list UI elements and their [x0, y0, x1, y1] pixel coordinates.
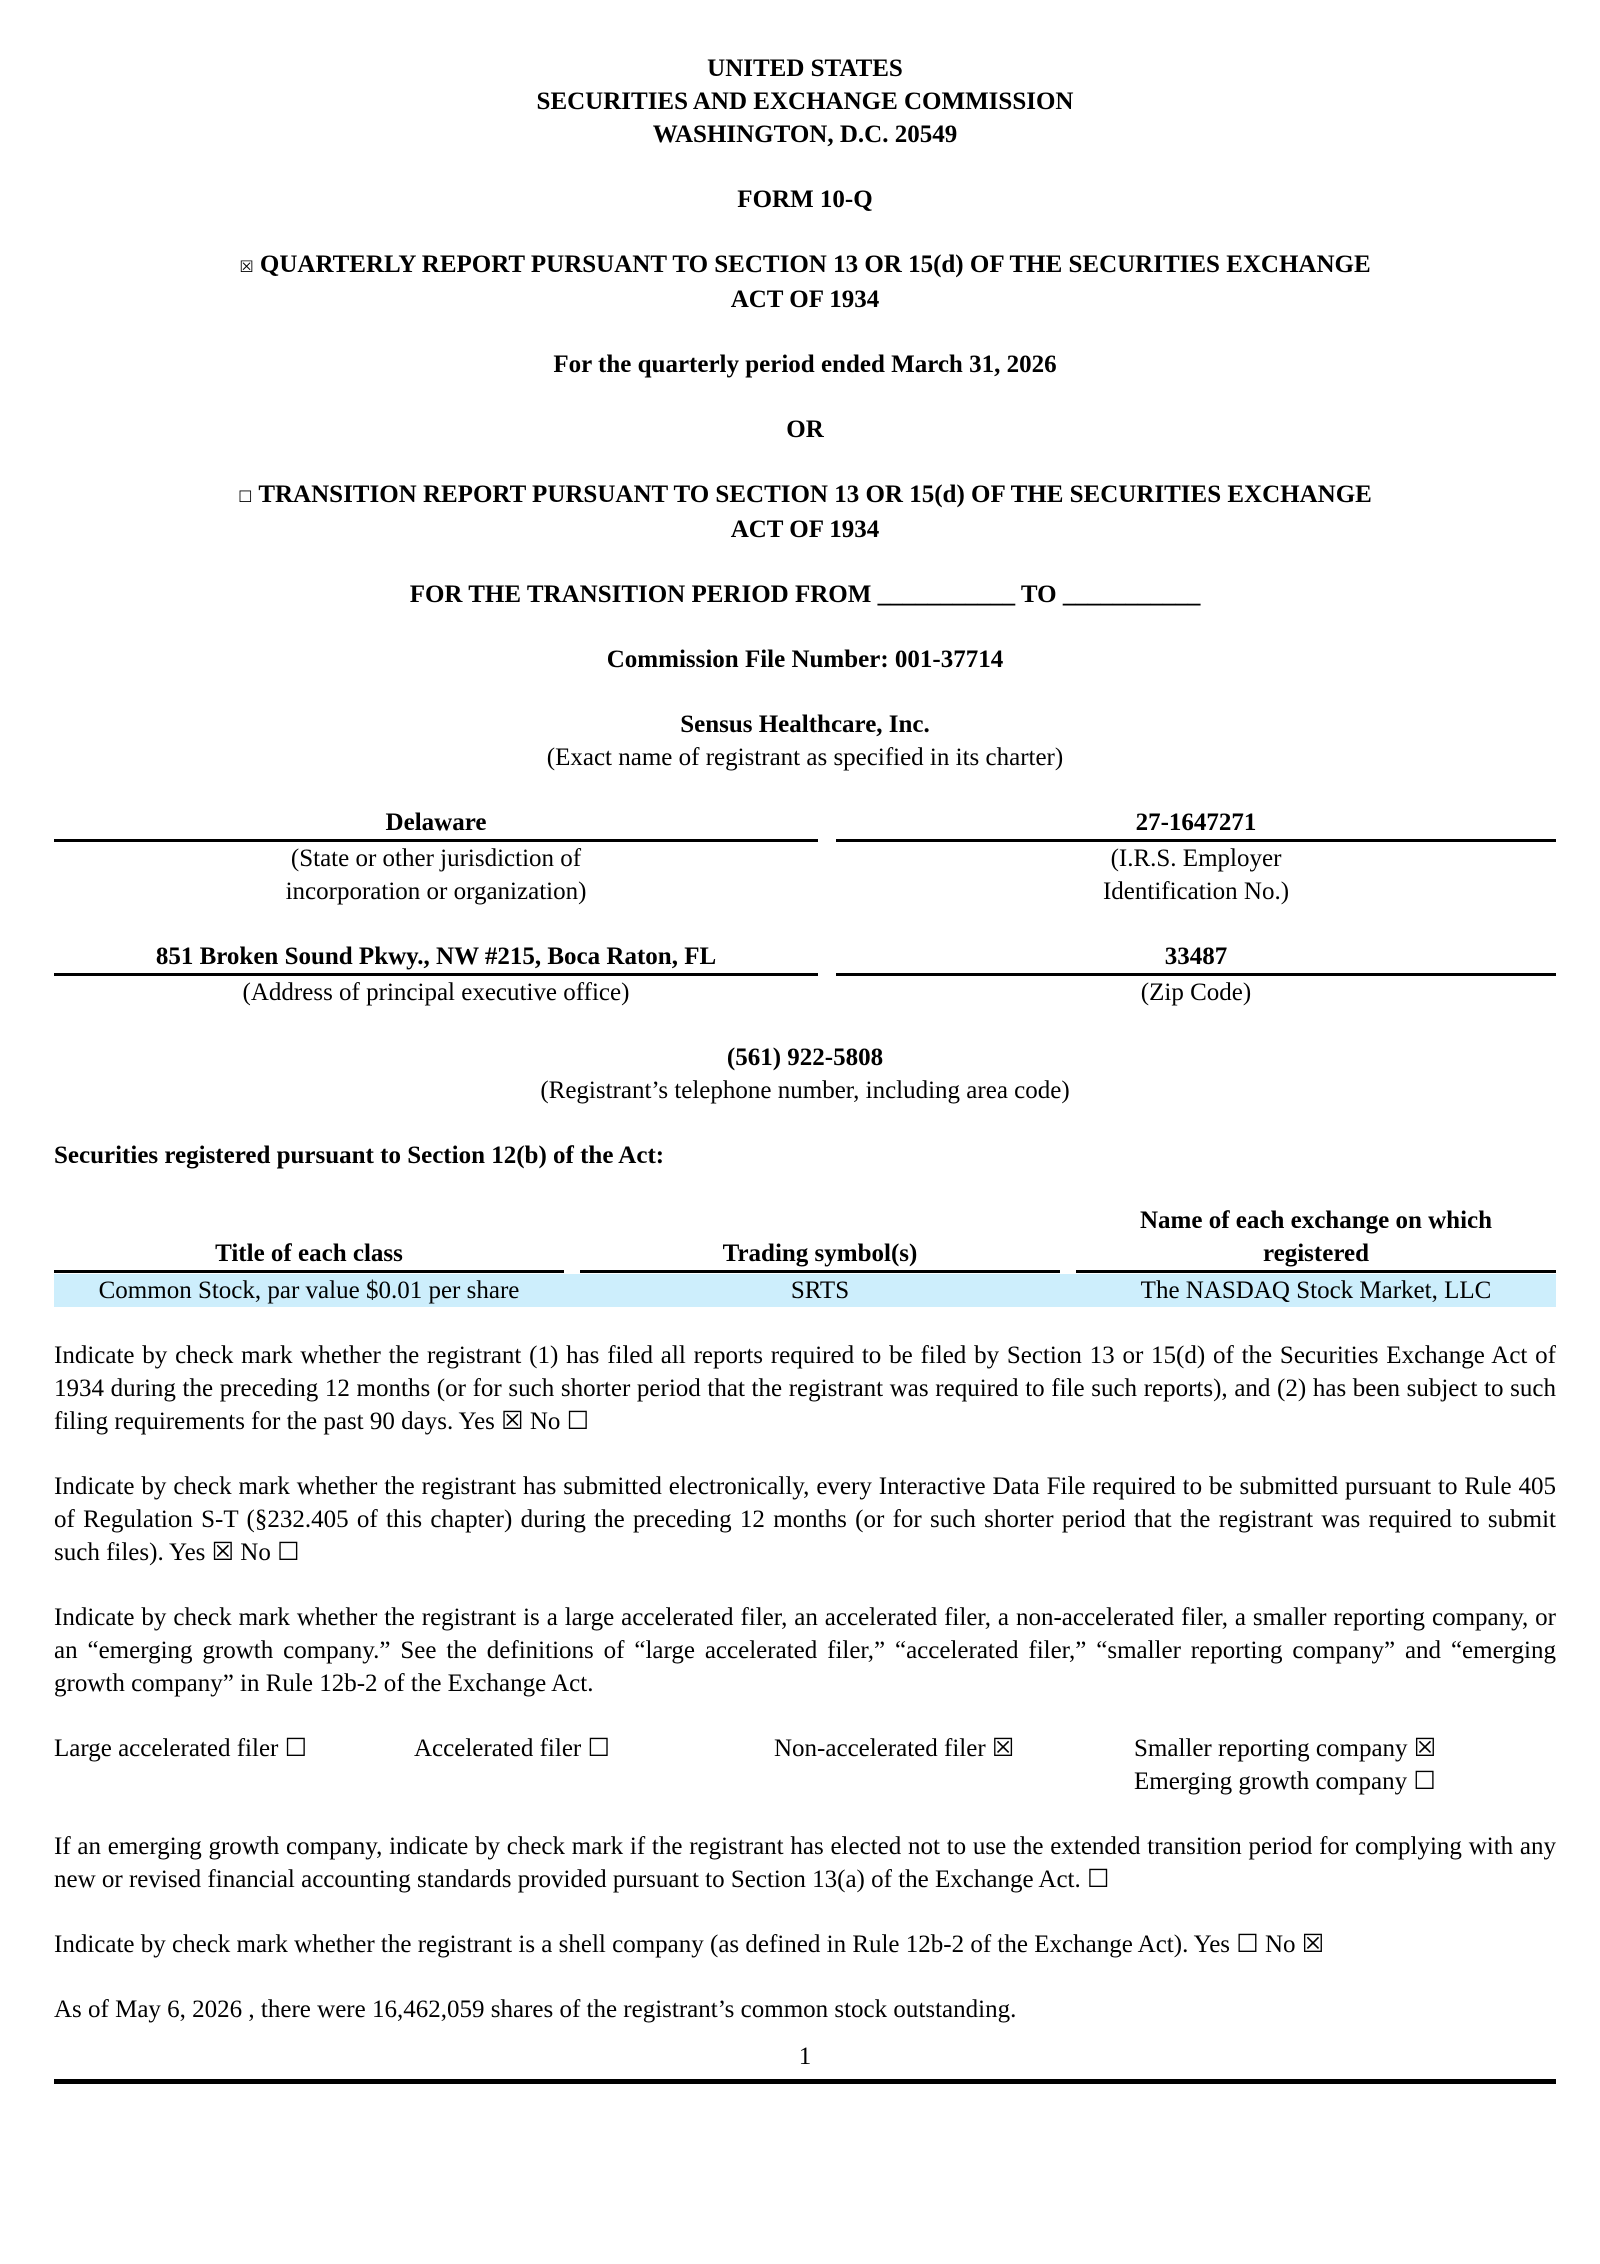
column-header-title-of-class: Title of each class — [54, 1237, 564, 1273]
cell-title-of-class: Common Stock, par value $0.01 per share — [98, 1277, 520, 1304]
header-line-1: UNITED STATES — [707, 55, 903, 82]
telephone-caption: (Registrant’s telephone number, including area code) — [540, 1077, 1070, 1104]
principal-office-address: 851 Broken Sound Pkwy., NW #215, Boca Raton, FL — [54, 940, 818, 976]
smaller-emerging-options — [1134, 1732, 1554, 1798]
registrant-name-caption: (Exact name of registrant as specified in its charter) — [546, 744, 1064, 771]
column-header-exchange-line-1: Name of each exchange on which — [1139, 1207, 1493, 1234]
ein-caption-2: Identification No.) — [1102, 878, 1290, 905]
address-caption: (Address of principal executive office) — [242, 979, 630, 1006]
accelerated-filer-option: Accelerated filer ☐ — [414, 1735, 610, 1762]
registrant-name: Sensus Healthcare, Inc. — [680, 711, 930, 738]
or-separator: OR — [786, 416, 824, 443]
state-caption-1: (State or other jurisdiction of — [290, 845, 582, 872]
filer-status-options — [54, 1732, 1556, 1798]
zip-code: 33487 — [836, 940, 1556, 976]
table-row — [54, 1274, 1556, 1307]
securities-table-header — [54, 1204, 1556, 1273]
form-title: FORM 10-Q — [737, 186, 873, 213]
cell-exchange: The NASDAQ Stock Market, LLC — [1140, 1277, 1492, 1304]
address-zip-row — [54, 940, 1556, 1009]
form-10q-cover-page — [54, 52, 1556, 2084]
state-ein-row — [54, 806, 1556, 908]
header-line-3: WASHINGTON, D.C. 20549 — [652, 121, 958, 148]
cell-trading-symbol: SRTS — [790, 1277, 850, 1304]
transition-report-line-2: ACT OF 1934 — [730, 516, 880, 543]
quarterly-report-block — [54, 248, 1556, 316]
zip-caption: (Zip Code) — [1140, 979, 1252, 1006]
transition-report-line-1: TRANSITION REPORT PURSUANT TO SECTION 13 OR 15(d) OF THE SECURITIES EXCHANGE — [258, 481, 1372, 508]
page-number: 1 — [798, 2043, 812, 2070]
shell-company-paragraph: Indicate by check mark whether the registrant is a shell company (as defined in Rule 12b-2 of the Exchange Act). Yes ☐ No ☒ — [54, 1931, 1325, 1958]
shares-outstanding-paragraph: As of May 6, 2026 , there were 16,462,059 shares of the registrant’s common stock outstanding. — [54, 1996, 1017, 2023]
header-line-2: SECURITIES AND EXCHANGE COMMISSION — [536, 88, 1074, 115]
transition-blank-from: ___________ — [877, 581, 1016, 608]
securities-heading: Securities registered pursuant to Section 12(b) of the Act: — [54, 1142, 665, 1169]
quarterly-checkbox-icon: ☒ — [239, 257, 254, 276]
transition-period-from: FOR THE TRANSITION PERIOD FROM — [409, 581, 872, 608]
quarterly-report-line-1: QUARTERLY REPORT PURSUANT TO SECTION 13 OR 15(d) OF THE SECURITIES EXCHANGE — [259, 251, 1371, 278]
ein-caption-1: (I.R.S. Employer — [1110, 845, 1282, 872]
page-bottom-rule — [54, 2079, 1556, 2084]
column-header-exchange-line-2: registered — [1263, 1240, 1369, 1267]
quarterly-period: For the quarterly period ended March 31, 2026 — [553, 351, 1057, 378]
state-caption-2: incorporation or organization) — [285, 878, 587, 905]
column-header-exchange — [1076, 1204, 1556, 1273]
filer-status-paragraph: Indicate by check mark whether the registrant is a large accelerated filer, an accelerated filer, a non-accelerated filer, a smaller reporting company, or an “emerging growth company.” See the definitions of “large accelerated filer,” “accelerated filer,” “smaller reporting company” and “emerging growth company” in Rule 12b-2 of the Exchange Act. — [54, 1604, 1556, 1697]
interactive-data-paragraph: Indicate by check mark whether the registrant has submitted electronically, every Interactive Data File required to be submitted pursuant to Rule 405 of Regulation S-T (§232.405 of this chapter) during the preceding 12 months (or for such shorter period that the registrant was required to submit such files). Yes ☒ No ☐ — [54, 1473, 1556, 1566]
transition-report-block — [54, 478, 1556, 546]
transition-checkbox-icon: ☐ — [238, 487, 253, 506]
quarterly-report-line-2: ACT OF 1934 — [730, 286, 880, 313]
non-accelerated-filer-option: Non-accelerated filer ☒ — [774, 1735, 1015, 1762]
column-header-trading-symbol: Trading symbol(s) — [580, 1237, 1060, 1273]
transition-period — [54, 578, 1556, 611]
telephone-number: (561) 922-5808 — [726, 1044, 884, 1071]
emerging-growth-company-option: Emerging growth company ☐ — [1134, 1768, 1436, 1795]
state-of-incorporation: Delaware — [54, 806, 818, 842]
large-accelerated-filer-option: Large accelerated filer ☐ — [54, 1735, 308, 1762]
extended-transition-paragraph: If an emerging growth company, indicate by check mark if the registrant has elected not to use the extended transition period for complying with any new or revised financial accounting standards provided pursuant to Section 13(a) of the Exchange Act. ☐ — [54, 1833, 1556, 1893]
transition-blank-to: ___________ — [1062, 581, 1201, 608]
commission-file-number: Commission File Number: 001-37714 — [606, 646, 1004, 673]
irs-ein: 27-1647271 — [836, 806, 1556, 842]
reports-filed-paragraph: Indicate by check mark whether the registrant (1) has filed all reports required to be filed by Section 13 or 15(d) of the Securities Exchange Act of 1934 during the preceding 12 months (or for such shorter period that the registrant was required to file such reports), and (2) has been subject to such filing requirements for the past 90 days. Yes ☒ No ☐ — [54, 1342, 1556, 1435]
smaller-reporting-company-option: Smaller reporting company ☒ — [1134, 1735, 1437, 1762]
header-block — [54, 52, 1556, 151]
transition-period-to: TO — [1020, 581, 1057, 608]
